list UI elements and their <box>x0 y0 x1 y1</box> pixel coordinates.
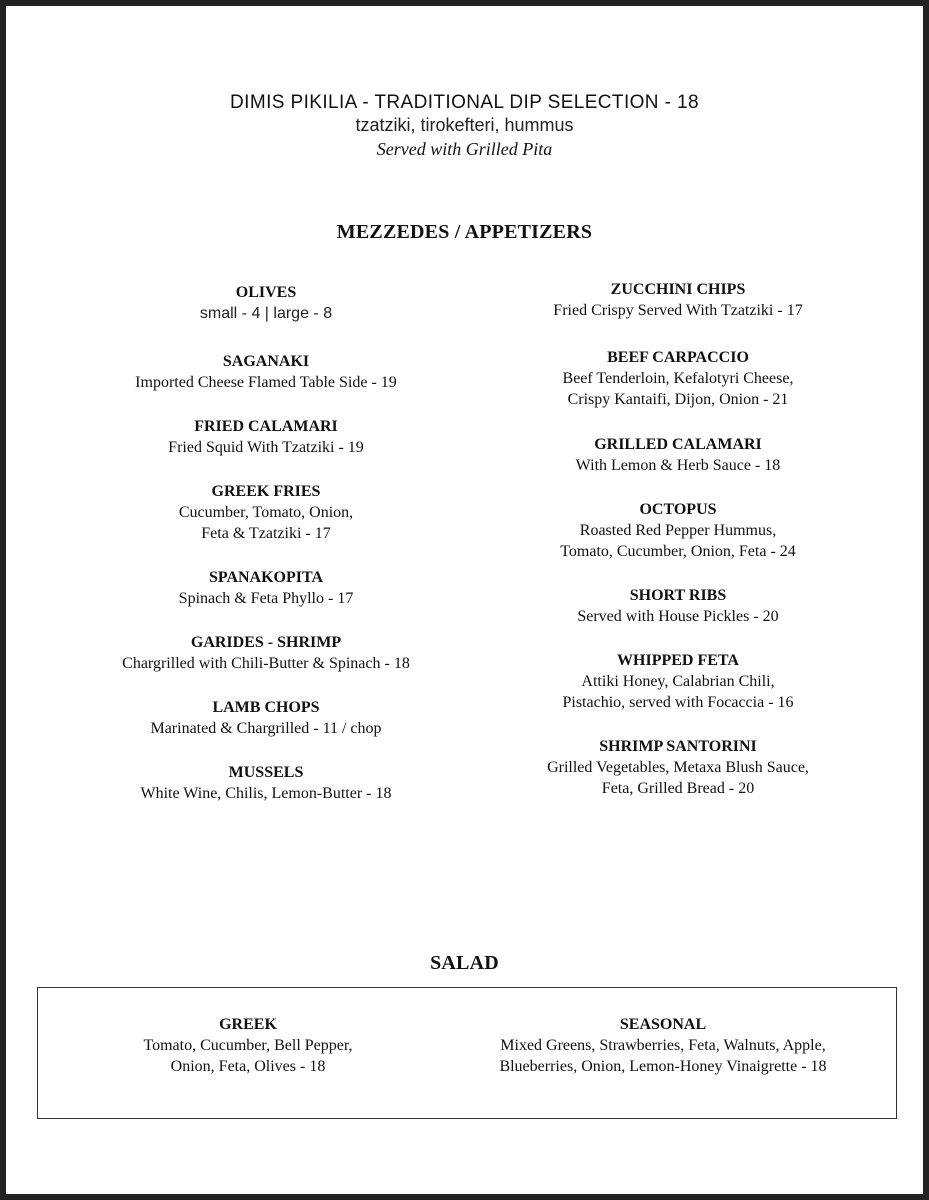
item-name: BEEF CARPACCIO <box>607 349 749 366</box>
item-description: Feta, Grilled Bread - 20 <box>601 780 755 797</box>
item-description: Grilled Vegetables, Metaxa Blush Sauce, <box>547 759 809 776</box>
item-description: White Wine, Chilis, Lemon-Butter - 18 <box>140 785 392 802</box>
dip-selection <box>6 92 923 162</box>
dip-served-note: Served with Grilled Pita <box>376 139 553 159</box>
item-description: Cucumber, Tomato, Onion, <box>178 504 354 521</box>
menu-page <box>6 6 923 1194</box>
item-name: FRIED CALAMARI <box>194 418 338 435</box>
item-description: small - 4 | large - 8 <box>199 305 333 322</box>
menu-item-greek-salad <box>98 1014 398 1077</box>
menu-item-spanakopita <box>86 567 446 609</box>
item-name: OCTOPUS <box>639 501 717 518</box>
item-description: Pistachio, served with Focaccia - 16 <box>562 694 794 711</box>
menu-item-mussels <box>86 762 446 804</box>
item-name: SHRIMP SANTORINI <box>599 738 757 755</box>
menu-item-grilled-calamari <box>498 434 858 476</box>
menu-item-zucchini-chips <box>498 279 858 321</box>
item-name: SAGANAKI <box>222 353 310 370</box>
menu-item-saganaki <box>86 351 446 393</box>
item-name: ZUCCHINI CHIPS <box>610 281 746 298</box>
menu-item-seasonal-salad <box>458 1014 868 1077</box>
item-description: Feta & Tzatziki - 17 <box>201 525 331 542</box>
dip-items: tzatziki, tirokefteri, hummus <box>355 115 574 135</box>
salad-heading: SALAD <box>430 952 499 974</box>
menu-item-fried-calamari <box>86 416 446 458</box>
item-description: Served with House Pickles - 20 <box>577 608 779 625</box>
item-name: SEASONAL <box>619 1016 707 1033</box>
mezzedes-heading: MEZZEDES / APPETIZERS <box>336 221 593 243</box>
item-name: GREEK FRIES <box>211 483 321 500</box>
item-description: Spinach & Feta Phyllo - 17 <box>178 590 354 607</box>
item-name: SHORT RIBS <box>629 587 727 604</box>
menu-item-greek-fries <box>86 481 446 544</box>
item-name: WHIPPED FETA <box>617 652 739 669</box>
item-description: Blueberries, Onion, Lemon-Honey Vinaigrette - 18 <box>499 1058 827 1075</box>
menu-item-lamb-chops <box>86 697 446 739</box>
item-description: Roasted Red Pepper Hummus, <box>579 522 777 539</box>
menu-item-short-ribs <box>498 585 858 627</box>
menu-item-olives <box>86 282 446 324</box>
item-name: MUSSELS <box>228 764 304 781</box>
item-description: Beef Tenderloin, Kefalotyri Cheese, <box>562 370 794 387</box>
item-description: Crispy Kantaifi, Dijon, Onion - 21 <box>567 391 789 408</box>
item-description: With Lemon & Herb Sauce - 18 <box>575 457 781 474</box>
item-description: Marinated & Chargrilled - 11 / chop <box>150 720 382 737</box>
item-description: Fried Crispy Served With Tzatziki - 17 <box>553 302 803 319</box>
item-description: Mixed Greens, Strawberries, Feta, Walnuts, Apple, <box>500 1037 826 1054</box>
item-description: Fried Squid With Tzatziki - 19 <box>168 439 364 456</box>
item-description: Attiki Honey, Calabrian Chili, <box>581 673 775 690</box>
menu-item-octopus <box>498 499 858 562</box>
salad-box <box>37 987 897 1119</box>
item-name: GARIDES - SHRIMP <box>190 634 342 651</box>
item-name: GREEK <box>219 1016 277 1033</box>
item-description: Tomato, Cucumber, Onion, Feta - 24 <box>560 543 796 560</box>
item-name: LAMB CHOPS <box>212 699 320 716</box>
menu-item-garides-shrimp <box>86 632 446 674</box>
item-description: Chargrilled with Chili-Butter & Spinach - 18 <box>122 655 410 672</box>
item-description: Tomato, Cucumber, Bell Pepper, <box>143 1037 353 1054</box>
dip-title: DIMIS PIKILIA - TRADITIONAL DIP SELECTION - 18 <box>230 92 699 113</box>
item-description: Imported Cheese Flamed Table Side - 19 <box>135 374 397 391</box>
item-name: SPANAKOPITA <box>208 569 324 586</box>
item-name: OLIVES <box>235 284 297 301</box>
item-name: GRILLED CALAMARI <box>594 436 762 453</box>
menu-item-beef-carpaccio <box>498 347 858 410</box>
item-description: Onion, Feta, Olives - 18 <box>170 1058 326 1075</box>
menu-item-shrimp-santorini <box>498 736 858 799</box>
menu-item-whipped-feta <box>498 650 858 713</box>
